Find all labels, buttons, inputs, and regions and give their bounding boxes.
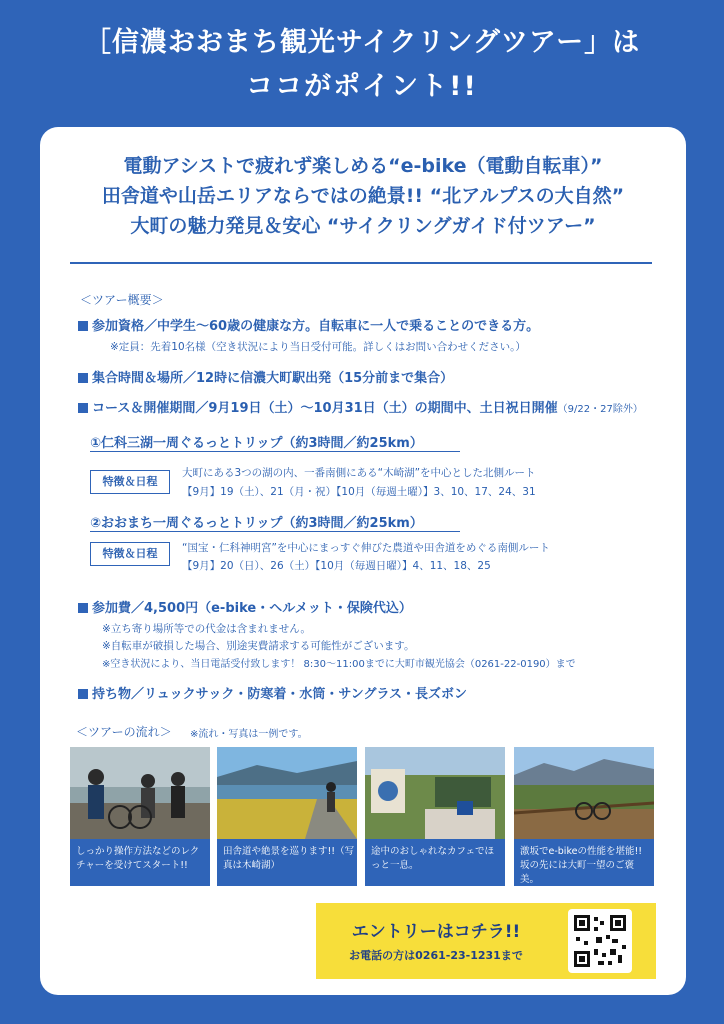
trip-2-schedule: 【9月】20（日）、26（土）【10月（毎週日曜）】4、11、18、25 [182,560,491,572]
fee-note-1: ※立ち寄り場所等での代金は含まれません。 [102,623,311,635]
square-bullet-icon [78,321,88,331]
trip-2-description: “国宝・仁科神明宮”を中心にまっすぐ伸びた農道や田舎道をめぐる南側ルート [182,542,550,554]
square-bullet-icon [78,403,88,413]
meeting-line [78,367,453,386]
viewpoint-photo [514,747,654,839]
key-point-ebike: 電動アシストで疲れず楽しめる“e-bike（電動自転車）” [123,155,603,177]
course-text: コース＆開催期間／9月19日（土）〜10月31日（土）の期間中、土日祝日開催 [92,401,558,416]
course-exclusion: （9/22・27除外） [557,404,643,415]
entry-box[interactable] [316,903,656,979]
key-points [40,151,686,241]
square-bullet-icon [78,689,88,699]
trip-1-badge: 特徴＆日程 [90,470,170,494]
trip-2-badge: 特徴＆日程 [90,542,170,566]
square-bullet-icon [78,603,88,613]
content-card [40,127,686,995]
fee-note-3: ※空き状況により、当日電話受付致します！ 8:30〜11:00までに大町市観光協会（0261-22-0190）まで [102,659,576,670]
flow-photo-2 [217,747,357,886]
entry-phone: お電話の方は0261-23-1231まで [349,949,523,962]
key-point-scenery: 田舎道や山岳エリアならではの絶景!! “北アルプスの大自然” [101,185,625,207]
flow-photo-1 [70,747,210,886]
flow-photo-3-caption: 途中のおしゃれなカフェでほっと一息。 [371,846,495,871]
belongings-line [78,683,467,702]
cafe-photo [365,747,505,839]
flow-photo-1-caption: しっかり操作方法などのレクチャーを受けてスタート!! [76,846,200,871]
trip-2-underline [90,531,460,532]
hero-line-2: ココがポイント!! [246,71,478,102]
belongings-text: 持ち物／リュックサック・防寒着・水筒・サングラス・長ズボン [92,687,468,702]
overview-heading: ＜ツアー概要＞ [80,293,164,307]
divider [70,262,652,264]
hero-line-1: ［信濃おおまち観光サイクリングツアー」は [83,27,641,58]
meeting-text: 集合時間＆場所／12時に信濃大町駅出発（15分前まで集合） [92,371,454,386]
eligibility-text: 参加資格／中学生〜60歳の健康な方。自転車に一人で乗ることのできる方。 [92,319,540,334]
trip-1-description: 大町にある3つの湖の内、一番南側にある“木崎湖”を中心とした北側ルート [182,467,536,479]
trip-1-title: ①仁科三湖一周ぐるっとトリップ（約3時間／約25km） [90,436,423,451]
hero-title [0,22,724,108]
capacity-note: ※定員：先着10名様（空き状況により当日受付可能。詳しくはお問い合わせください。） [110,341,526,353]
trip-2-title: ②おおまち一周ぐるっとトリップ（約3時間／約25km） [90,516,423,531]
flow-note: ※流れ・写真は一例です。 [190,729,308,740]
fee-text: 参加費／4,500円（e-bike・ヘルメット・保険代込） [92,601,412,616]
key-point-guide: 大町の魅力発見＆安心 “サイクリングガイド付ツアー” [130,215,596,237]
eligibility-line [78,315,539,334]
flow-photo-4-caption: 激坂でe-bikeの性能を堪能!! 坂の先には大町一望のご褒美。 [520,846,643,885]
square-bullet-icon [78,373,88,383]
fee-note-2: ※自転車が破損した場合、別途実費請求する可能性がございます。 [102,640,415,652]
lecture-photo [70,747,210,839]
entry-title: エントリーはコチラ!! [351,922,521,942]
flow-heading: ＜ツアーの流れ＞ [76,725,172,739]
lake-photo [217,747,357,839]
flow-photo-2-caption: 田舎道や絶景を巡ります!!（写真は木崎湖） [223,846,355,871]
trip-1-underline [90,451,460,452]
qr-code-icon[interactable] [568,909,632,973]
trip-1-schedule: 【9月】19（土）、21（月・祝）【10月（毎週土曜）】3、10、17、24、31 [182,486,536,498]
flow-photo-4 [514,747,654,886]
fee-line [78,597,412,616]
flow-photo-3 [365,747,505,886]
course-line [78,397,643,416]
